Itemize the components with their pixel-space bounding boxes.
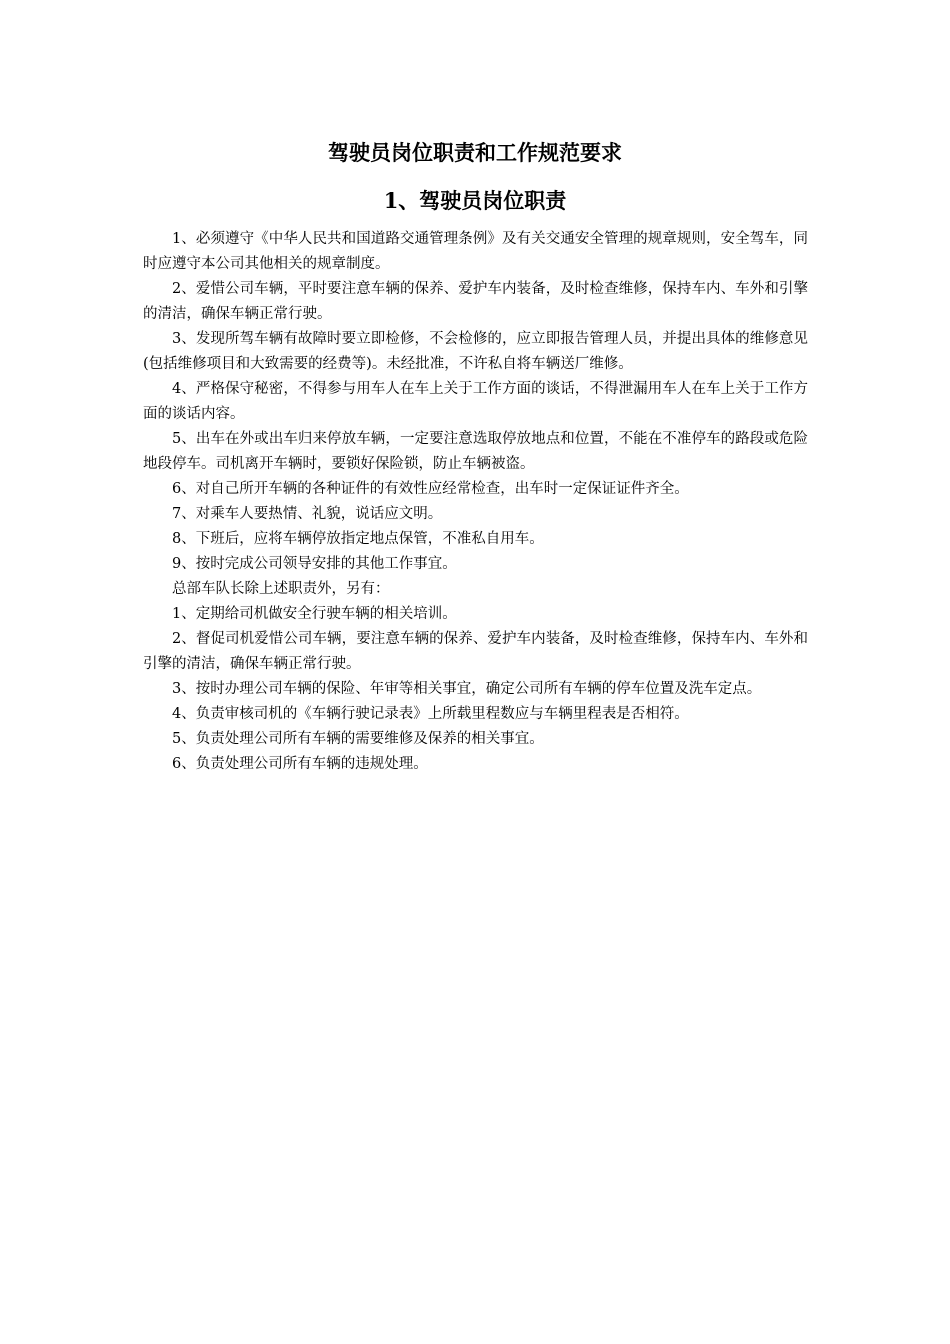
paragraph-team-leader-intro: 总部车队长除上述职责外，另有：: [172, 581, 390, 597]
paragraph-leader-duty-3: 3、按时办理公司车辆的保险、年审等相关事宜，确定公司所有车辆的停车位置及洗车定点。: [172, 681, 762, 697]
document-body: [143, 227, 808, 777]
paragraph-leader-duty-1: 1、定期给司机做安全行驶车辆的相关培训。: [172, 606, 457, 622]
paragraph-duty-7: 7、对乘车人要热情、礼貌，说话应文明。: [172, 506, 443, 522]
paragraph-duty-2: 2、爱惜公司车辆，平时要注意车辆的保养、爱护车内装备，及时检查维修，保持车内、车外和引擎的清洁，确保车辆正常行驶。: [143, 281, 808, 322]
paragraph-leader-duty-2: 2、督促司机爱惜公司车辆，要注意车辆的保养、爱护车内装备，及时检查维修，保持车内、车外和引擎的清洁，确保车辆正常行驶。: [143, 631, 808, 672]
paragraph-duty-1: 1、必须遵守《中华人民共和国道路交通管理条例》及有关交通安全管理的规章规则，安全驾车，同时应遵守本公司其他相关的规章制度。: [143, 231, 808, 272]
paragraph-duty-4: 4、严格保守秘密，不得参与用车人在车上关于工作方面的谈话，不得泄漏用车人在车上关于工作方面的谈话内容。: [143, 381, 808, 422]
paragraph-duty-6: 6、对自己所开车辆的各种证件的有效性应经常检查，出车时一定保证证件齐全。: [172, 481, 689, 497]
paragraph-duty-9: 9、按时完成公司领导安排的其他工作事宜。: [172, 556, 457, 572]
section-title: 1、驾驶员岗位职责: [383, 188, 567, 213]
paragraph-leader-duty-5: 5、负责处理公司所有车辆的需要维修及保养的相关事宜。: [172, 731, 544, 747]
paragraph-leader-duty-6: 6、负责处理公司所有车辆的违规处理。: [172, 756, 428, 772]
paragraph-duty-3: 3、发现所驾车辆有故障时要立即检修，不会检修的，应立即报告管理人员，并提出具体的维修意见(包括维修项目和大致需要的经费等)。未经批准，不许私自将车辆送厂维修。: [143, 331, 808, 372]
paragraph-duty-5: 5、出车在外或出车归来停放车辆，一定要注意选取停放地点和位置，不能在不准停车的路段或危险地段停车。司机离开车辆时，要锁好保险锁，防止车辆被盗。: [143, 431, 808, 472]
paragraph-leader-duty-4: 4、负责审核司机的《车辆行驶记录表》上所载里程数应与车辆里程表是否相符。: [172, 706, 689, 722]
document-title: 驾驶员岗位职责和工作规范要求: [328, 140, 622, 165]
paragraph-duty-8: 8、下班后，应将车辆停放指定地点保管，不准私自用车。: [172, 531, 544, 547]
